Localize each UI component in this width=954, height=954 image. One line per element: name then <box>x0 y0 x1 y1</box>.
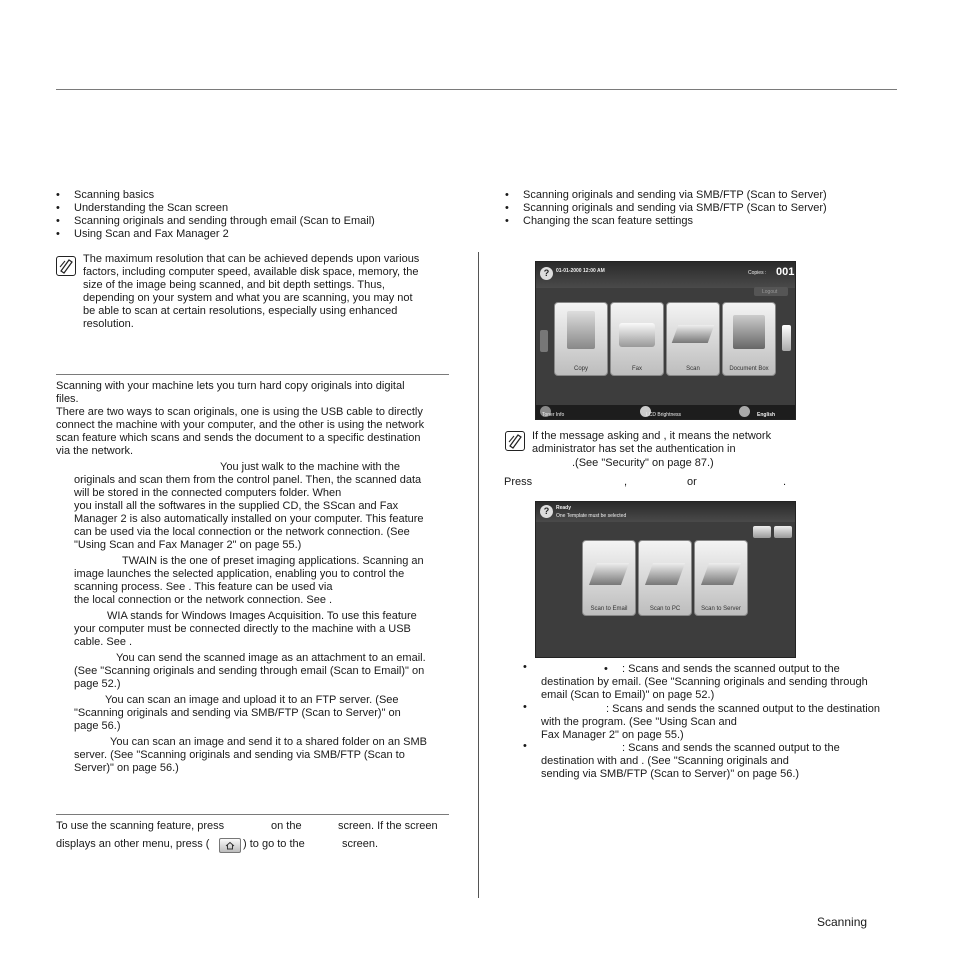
note-line: administrator has set the authentication in <box>532 443 736 455</box>
scroll-left-button[interactable] <box>540 330 548 352</box>
body-line: Press <box>504 476 533 488</box>
list-item: • Scanning originals and sending via SMB/FTP (Scan to Server) <box>523 202 827 215</box>
body-line: destination by email. (See "Scanning originals and sending through <box>541 676 868 688</box>
lcd-brightness-label: LCD Brightness <box>646 412 682 418</box>
body-line: image launches the selected application, enabling you to control the <box>74 568 405 580</box>
body-line: . <box>783 476 787 488</box>
copier-icon <box>567 311 595 349</box>
list-item: • Using Scan and Fax Manager 2 <box>74 228 229 241</box>
scan-menu-screen <box>535 501 796 658</box>
page-footer: Scanning <box>817 915 868 929</box>
tile-label: Copy <box>573 366 588 372</box>
language-label: English <box>757 412 776 418</box>
scan-to-pc-icon <box>645 563 685 585</box>
body-line: : Scans and sends the scanned output to the <box>622 742 840 754</box>
body-line: You can scan an image and upload it to an FTP server. (See <box>105 694 399 706</box>
copies-value: 001 <box>776 266 795 278</box>
tile-label: Document Box <box>729 366 769 372</box>
note-line: size of the image being scanned, and bit depth settings. Thus, <box>83 279 385 291</box>
note-line: be able to scan at certain resolutions, especially using enhanced <box>83 305 398 317</box>
scan-to-server-tile[interactable] <box>694 540 748 616</box>
body-line: To use the scanning feature, press <box>56 820 225 832</box>
document-box-tile[interactable] <box>722 302 776 376</box>
note-line: If the message asking and , it means the network <box>532 430 772 442</box>
tile-label: Scan to PC <box>649 606 681 612</box>
body-line: connect the machine with your computer, and the other is using the network <box>56 419 425 431</box>
scanner-icon <box>672 325 715 343</box>
body-line: can be used via the local connection or the network connection. (See <box>74 526 410 538</box>
add-button[interactable] <box>753 526 771 538</box>
note-line: The maximum resolution that can be achieved depends upon various <box>83 253 420 265</box>
body-line: Manager 2 is also automatically installed on your computer. This feature <box>74 513 424 525</box>
note-line: resolution. <box>83 318 134 330</box>
body-line: "Scanning originals and sending via SMB/FTP (Scan to Server)" on <box>74 707 401 719</box>
body-line: server. (See "Scanning originals and sending via SMB/FTP (Scan to <box>74 749 405 761</box>
body-line: your computer must be connected directly to the machine with a USB <box>74 623 411 635</box>
help-icon[interactable]: ? <box>540 505 553 518</box>
scan-to-pc-tile[interactable] <box>638 540 692 616</box>
list-item: • Scanning originals and sending via SMB/FTP (Scan to Server) <box>523 189 827 202</box>
body-line: files. <box>56 393 79 405</box>
list-item: • : Scans and sends the scanned output to the <box>622 663 840 676</box>
body-line: TWAIN is the one of preset imaging applications. Scanning an <box>122 555 424 567</box>
logout-button[interactable] <box>754 287 788 296</box>
body-line: screen. If the screen <box>338 820 438 832</box>
tile-label: Fax <box>631 366 642 372</box>
bullet-dot: • <box>523 661 527 673</box>
tile-label: Scan to Email <box>590 606 628 612</box>
help-icon[interactable]: ? <box>540 267 553 280</box>
body-line: email (Scan to Email)" on page 52.) <box>541 689 715 701</box>
bullet-dot: • <box>523 740 527 752</box>
tile-label: Scan <box>686 366 700 372</box>
column-divider <box>478 252 479 898</box>
body-line: Fax Manager 2" on page 55.) <box>541 729 684 741</box>
note-icon <box>56 256 76 276</box>
body-line: cable. See . <box>74 636 133 648</box>
fax-icon <box>619 323 655 347</box>
scan-tile[interactable] <box>666 302 720 376</box>
scan-to-email-icon <box>589 563 629 585</box>
list-item: • Understanding the Scan screen <box>74 202 228 215</box>
body-line: screen. <box>342 838 379 850</box>
home-button[interactable] <box>774 526 792 538</box>
tile-label: Scan to Server <box>701 606 741 612</box>
body-line: or <box>687 476 697 488</box>
body-line: ) to go to the <box>243 838 305 850</box>
body-line: page 56.) <box>74 720 121 732</box>
section-rule <box>56 374 449 375</box>
body-line: (See "Scanning originals and sending through email (Scan to Email)" on <box>74 665 425 677</box>
toner-info-label: Toner Info <box>542 412 565 418</box>
body-line: sending via SMB/FTP (Scan to Server)" on page 56.) <box>541 768 800 780</box>
section-rule <box>56 814 449 815</box>
body-line: Scanning with your machine lets you turn hard copy originals into digital <box>56 380 405 392</box>
body-line: you install all the softwares in the supplied CD, the SScan and Fax <box>74 500 399 512</box>
list-item: • Changing the scan feature settings <box>523 215 693 228</box>
screen-topbar <box>536 502 795 522</box>
body-line: will be stored in the connected computers folder. When <box>74 487 342 499</box>
note-line: factors, including computer speed, available disk space, memory, the <box>83 266 419 278</box>
body-line: via the network. <box>56 445 134 457</box>
body-line: You can scan an image and send it to a shared folder on an SMB <box>110 736 427 748</box>
screen-bottombar <box>536 405 795 419</box>
list-item: • Scanning originals and sending through email (Scan to Email) <box>74 215 375 228</box>
note-line: depending on your system and what you are scanning, you may not <box>83 292 413 304</box>
body-line: scanning process. See . This feature can be used via <box>74 581 333 593</box>
body-line: originals and scan them from the control panel. Then, the scanned data <box>74 474 422 486</box>
body-line: : Scans and sends the scanned output to the destination <box>606 703 880 715</box>
body-line: the local connection or the network connection. See . <box>74 594 333 606</box>
body-line: WIA stands for Windows Images Acquisition. To use this feature <box>107 610 417 622</box>
header-rule <box>56 89 897 90</box>
logout-label: Logout <box>762 289 778 295</box>
body-line: , <box>624 476 628 488</box>
body-line: There are two ways to scan originals, one is using the USB cable to directly <box>56 406 423 418</box>
scan-to-server-icon <box>701 563 741 585</box>
bullet-dot: • <box>523 701 527 713</box>
copy-tile[interactable] <box>554 302 608 376</box>
note-icon <box>505 431 525 451</box>
body-line: scan feature which scans and sends the document to a specific destination <box>56 432 421 444</box>
scan-to-email-tile[interactable] <box>582 540 636 616</box>
list-item: • Scanning basics <box>74 189 154 202</box>
body-line: on the <box>271 820 302 832</box>
body-line: with the program. (See "Using Scan and <box>541 716 737 728</box>
datetime: 01-01-2000 12:00 AM <box>556 268 605 274</box>
main-menu-screen <box>535 261 796 420</box>
status-message: One Template must be selected <box>556 513 627 519</box>
body-line: destination with and . (See "Scanning originals and <box>541 755 789 767</box>
note-line: .(See "Security" on page 87.) <box>572 457 714 469</box>
copies-label: Copies : <box>748 270 767 276</box>
fax-tile[interactable] <box>610 302 664 376</box>
body-line: "Using Scan and Fax Manager 2" on page 55.) <box>74 539 302 551</box>
document-box-icon <box>733 315 765 349</box>
body-line: displays an other menu, press ( <box>56 838 210 850</box>
home-icon[interactable] <box>219 838 241 853</box>
body-line: page 52.) <box>74 678 121 690</box>
scroll-right-button[interactable] <box>782 325 791 351</box>
status-text: Ready <box>556 505 572 511</box>
body-line: You can send the scanned image as an attachment to an email. <box>116 652 426 664</box>
body-line: Server)" on page 56.) <box>74 762 179 774</box>
body-line: You just walk to the machine with the <box>220 461 400 473</box>
language-icon[interactable] <box>739 406 750 417</box>
